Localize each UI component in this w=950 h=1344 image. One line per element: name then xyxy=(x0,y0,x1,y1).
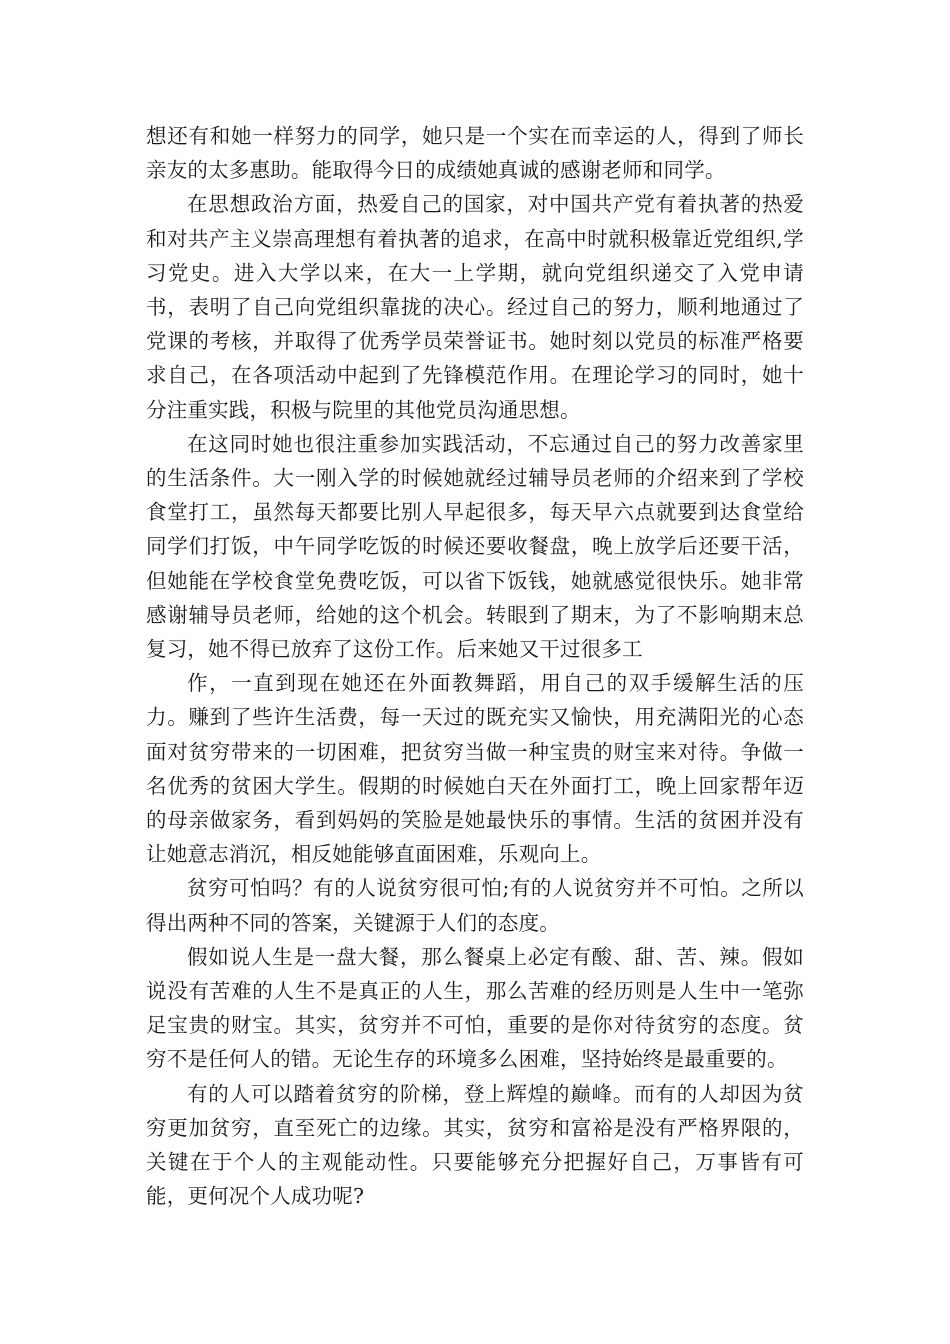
paragraph-7: 有的人可以踏着贫穷的阶梯，登上辉煌的巅峰。而有的人却因为贫穷更加贫穷，直至死亡的边缘。其实，贫穷和富裕是没有严格界限的，关键在于个人的主观能动性。只要能够充分把握好自己，万事皆有可能，更何况个人成功呢? xyxy=(146,1081,804,1209)
paragraph-5: 贫穷可怕吗？有的人说贫穷很可怕;有的人说贫穷并不可怕。之所以得出两种不同的答案，关键源于人们的态度。 xyxy=(146,876,804,935)
paragraph-2: 在思想政治方面，热爱自己的国家，对中国共产党有着执著的热爱和对共产主义崇高理想有着执著的追求，在高中时就积极靠近党组织,学习党史。进入大学以来，在大一上学期，就向党组织递交了入党申请书，表明了自己向党组织靠拢的决心。经过自己的努力，顺利地通过了党课的考核，并取得了优秀学员荣誉证书。她时刻以党员的标准严格要求自己，在各项活动中起到了先锋模范作用。在理论学习的同时，她十分注重实践，积极与院里的其他党员沟通思想。 xyxy=(146,192,804,422)
paragraph-1: 想还有和她一样努力的同学，她只是一个实在而幸运的人，得到了师长亲友的太多惠助。能取得今日的成绩她真诚的感谢老师和同学。 xyxy=(146,124,804,183)
paragraph-6: 假如说人生是一盘大餐，那么餐桌上必定有酸、甜、苦、辣。假如说没有苦难的人生不是真正的人生，那么苦难的经历则是人生中一笔弥足宝贵的财宝。其实，贫穷并不可怕，重要的是你对待贫穷的态度。贫穷不是任何人的错。无论生存的环境多么困难，坚持始终是最重要的。 xyxy=(146,944,804,1072)
document-body xyxy=(146,119,804,1214)
paragraph-3: 在这同时她也很注重参加实践活动，不忘通过自己的努力改善家里的生活条件。大一刚入学的时候她就经过辅导员老师的介绍来到了学校食堂打工，虽然每天都要比别人早起很多，每天早六点就要到达食堂给同学们打饭，中午同学吃饭的时候还要收餐盘，晚上放学后还要干活，但她能在学校食堂免费吃饭，可以省下饭钱，她就感觉很快乐。她非常感谢辅导员老师，给她的这个机会。转眼到了期末，为了不影响期末总复习，她不得已放弃了这份工作。后来她又干过很多工 xyxy=(146,431,804,662)
paragraph-4: 作，一直到现在她还在外面教舞蹈，用自己的双手缓解生活的压力。赚到了些许生活费，每一天过的既充实又愉快，用充满阳光的心态面对贫穷带来的一切困难，把贫穷当做一种宝贵的财宝来对待。争做一名优秀的贫困大学生。假期的时候她白天在外面打工，晚上回家帮年迈的母亲做家务，看到妈妈的笑脸是她最快乐的事情。生活的贫困并没有让她意志消沉，相反她能够直面困难，乐观向上。 xyxy=(146,671,804,867)
